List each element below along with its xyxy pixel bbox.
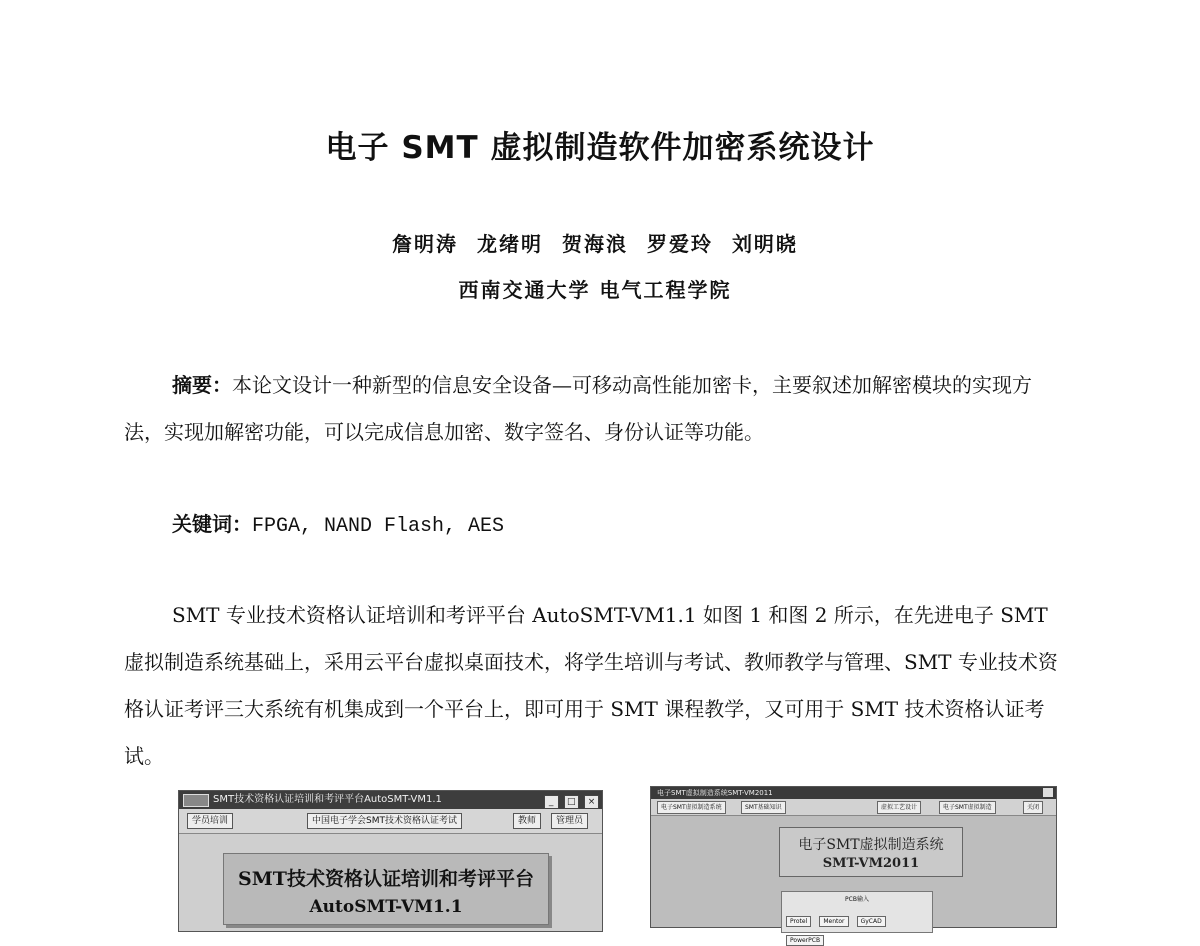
body-paragraph: SMT 专业技术资格认证培训和考评平台 AutoSMT-VM1.1 如图 1 和图 2 所示，在先进电子 SMT 虚拟制造系统基础上，采用云平台虚拟桌面技术，将学生培训与考试、教师教学与管理、SMT 专业技术资格认证考评三大系统有机集成到一个平台上，即可用于 SMT 课程教学，又可用于 SMT 技术资格认证考试。 [124, 603, 1058, 768]
pcb-option: Mentor [819, 916, 848, 927]
author: 刘明晓 [731, 232, 798, 256]
figure-1-screenshot [178, 790, 603, 932]
figure-1-banner [223, 853, 549, 925]
pcb-input-title: PCB输入 [845, 896, 869, 903]
teacher-button: 教师 [513, 813, 541, 829]
pcb-option: PowerPCB [786, 935, 824, 946]
tab: 电子SMT虚拟制造系统 [657, 801, 726, 814]
tab: 关闭 [1023, 801, 1043, 814]
app-icon [183, 794, 209, 807]
figure-2-pcb-input-box [781, 891, 933, 944]
paper-title: 电子 SMT 虚拟制造软件加密系统设计 [325, 130, 875, 166]
author: 詹明涛 [392, 232, 459, 256]
close-icon: × [584, 795, 599, 809]
affiliation: 西南交通大学 电气工程学院 [458, 278, 732, 302]
pcb-option: Protel [786, 916, 811, 927]
pcb-option: GyCAD [857, 916, 886, 927]
author: 罗爱玲 [646, 232, 713, 256]
author: 龙绪明 [477, 232, 544, 256]
figure-2-window-title: 电子SMT虚拟制造系统SMT-VM2011 [657, 789, 773, 797]
author: 贺海浪 [562, 232, 628, 256]
close-icon [1043, 788, 1053, 797]
figure-2-titlebar [651, 787, 1056, 799]
keywords-label: 关键词： [172, 512, 252, 536]
keywords [172, 508, 504, 538]
figure-1-window-title: SMT技术资格认证培训和考评平台AutoSMT-VM1.1 [213, 794, 442, 805]
panel-line-2: SMT-VM2011 [822, 856, 920, 871]
abstract-label: 摘要： [172, 373, 232, 397]
figure-1-titlebar [179, 791, 602, 809]
figure-2-screenshot [650, 786, 1057, 944]
banner-line-1: SMT技术资格认证培训和考评平台 [238, 868, 534, 890]
figure-1-toolbar [179, 809, 602, 834]
author-list [0, 228, 1190, 257]
tab: 电子SMT虚拟制造 [939, 801, 996, 814]
trainee-button: 学员培训 [187, 813, 233, 829]
minimize-icon: _ [544, 795, 559, 809]
figure-2-title-panel [779, 827, 963, 877]
abstract-text: 本论文设计一种新型的信息安全设备—可移动高性能加密卡，主要叙述加解密模块的实现方法，实现加解密功能，可以完成信息加密、数字签名、身份认证等功能。 [124, 373, 1032, 444]
pcb-options [786, 908, 932, 946]
keywords-text: FPGA, NAND Flash, AES [252, 515, 505, 538]
maximize-icon: □ [564, 795, 579, 809]
panel-line-1: 电子SMT虚拟制造系统 [798, 837, 944, 853]
tab: 虚拟工艺设计 [877, 801, 921, 814]
exam-button: 中国电子学会SMT技术资格认证考试 [307, 813, 462, 829]
tab: SMT基础知识 [741, 801, 786, 814]
figure-2-tabs [651, 799, 1056, 816]
banner-line-2: AutoSMT-VM1.1 [309, 897, 463, 917]
admin-button: 管理员 [551, 813, 588, 829]
abstract [124, 362, 1064, 456]
